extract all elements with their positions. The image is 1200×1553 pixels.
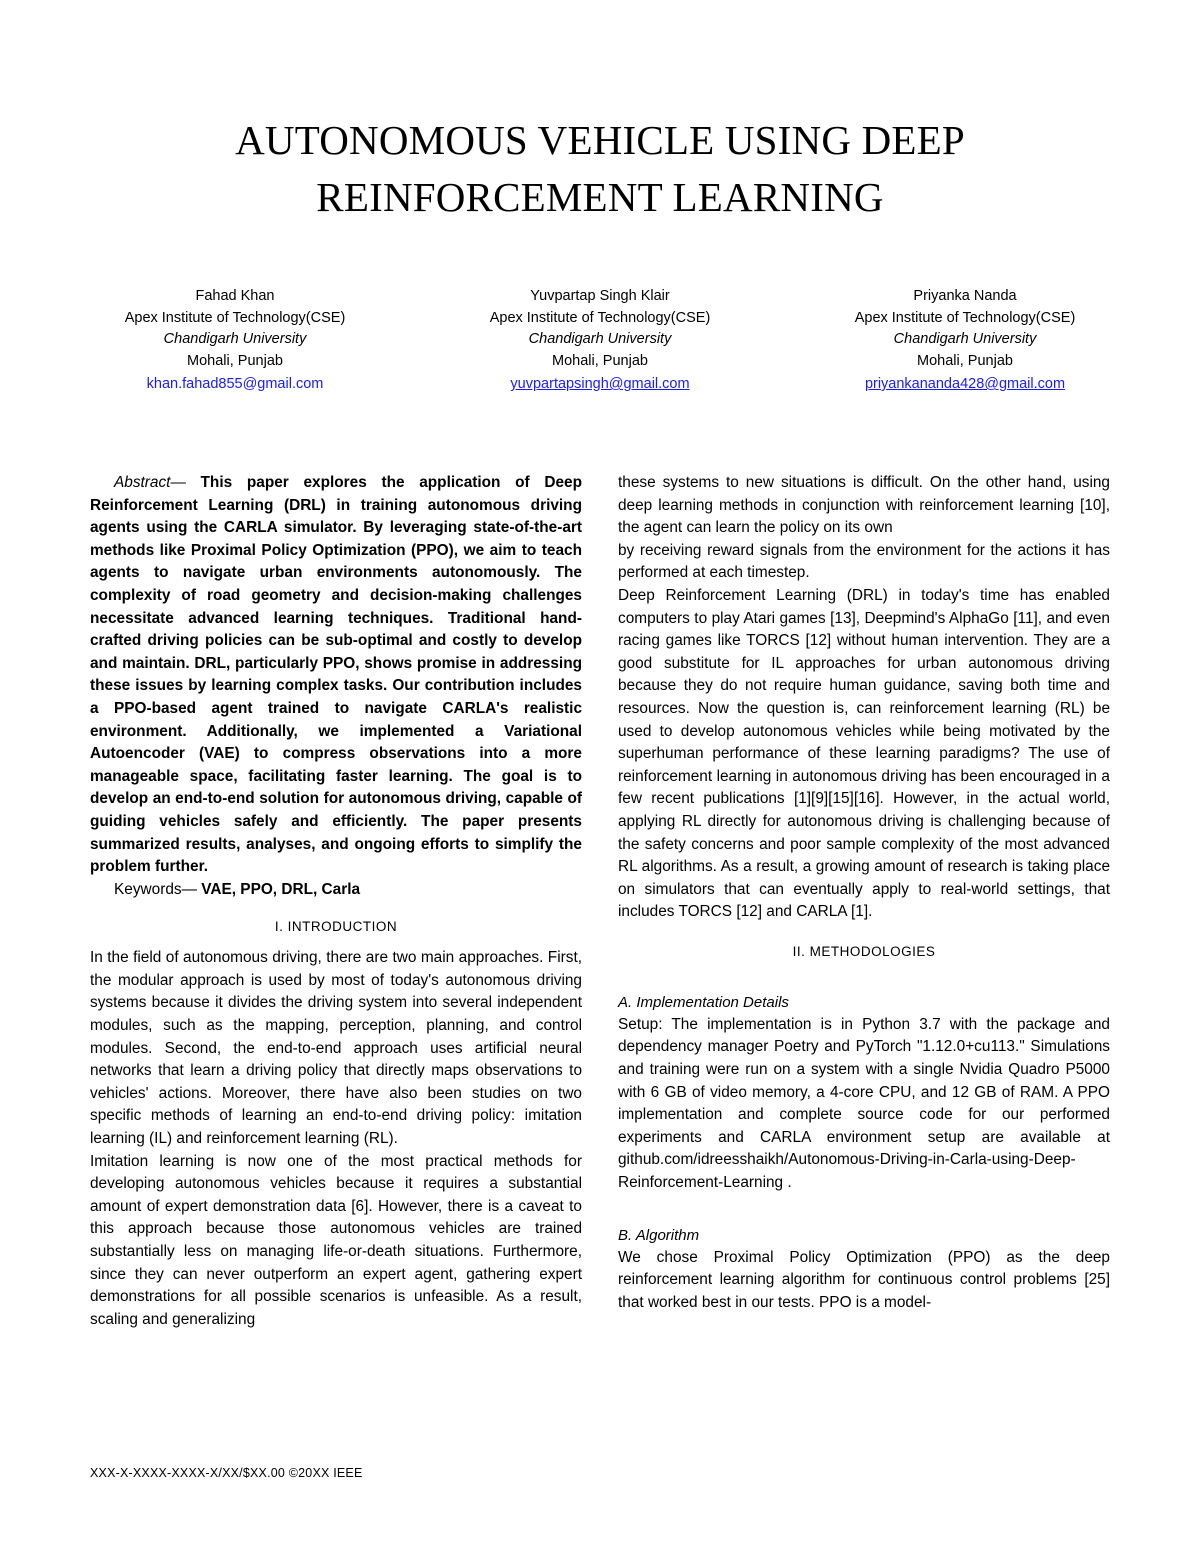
author-email[interactable]: priyankananda428@gmail.com: [864, 376, 1066, 392]
body-paragraph: by receiving reward signals from the environment for the actions it has performed at each timestep.: [618, 541, 1110, 582]
abstract: [90, 472, 582, 879]
author-institute: Apex Institute of Technology(CSE): [854, 309, 1076, 326]
subsection-heading-implementation: A. Implementation Details: [618, 993, 789, 1011]
author-location: Mohali, Punjab: [552, 352, 648, 369]
intro-paragraph: Imitation learning is now one of the most practical methods for developing autonomous vehicles because it requires a substantial amount of expert demonstration data [6]. However, there is a caveat to this approach because those autonomous vehicles are trained substantially less on managing life-or-death situations. Furthermore, since they can never outperform an expert agent, gathering expert demonstrations for all possible scenarios is unfeasible. As a result, scaling and generalizing: [90, 1152, 582, 1328]
author-name: Priyanka Nanda: [913, 288, 1017, 304]
section-heading-methodologies: II. METHODOLOGIES: [792, 943, 936, 959]
abstract-lead: Abstract—: [114, 474, 186, 491]
copyright-footer: XXX-X-XXXX-XXXX-X/XX/$XX.00 ©20XX IEEE: [90, 1466, 363, 1480]
author-location: Mohali, Punjab: [917, 352, 1013, 369]
keywords: [90, 879, 582, 902]
right-column: [618, 472, 1110, 1314]
left-column: [90, 472, 582, 1331]
algorithm-paragraph: We chose Proximal Policy Optimization (PPO) as the deep reinforcement learning algorithm for continuous control problems [25] that worked best in our tests. PPO is a model-: [618, 1248, 1110, 1311]
intro-paragraph: In the field of autonomous driving, there are two main approaches. First, the modular approach is used by most of today's autonomous driving systems because it divides the driving system into several independent modules, such as the mapping, perception, planning, and control modules. Second, the end-to-end approach uses artificial neural networks that learn a driving policy that directly maps observations to vehicles' actions. Moreover, there have also been studies on two specific methods of learning an end-to-end driving policy: imitation learning (IL) and reinforcement learning (RL).: [90, 949, 582, 1148]
author-university: Chandigarh University: [163, 331, 307, 347]
keywords-lead: Keywords—: [114, 880, 197, 898]
author-email[interactable]: yuvpartapsingh@gmail.com: [510, 376, 690, 392]
author-name: Yuvpartap Singh Klair: [530, 288, 670, 304]
section-heading-introduction: I. INTRODUCTION: [274, 919, 398, 935]
author-institute: Apex Institute of Technology(CSE): [489, 309, 711, 326]
author-block-3: [795, 286, 1135, 396]
keywords-text: VAE, PPO, DRL, Carla: [196, 880, 361, 898]
paper-title: AUTONOMOUS VEHICLE USING DEEP REINFORCEMENT LEARNING: [235, 117, 965, 220]
body-paragraph: Deep Reinforcement Learning (DRL) in today's time has enabled computers to play Atari games [13], Deepmind's AlphaGo [11], and even racing games like TORCS [12] without human intervention. They are a good substitute for IL approaches for urban autonomous driving because they do not require human guidance, saving both time and resources. Now the question is, can reinforcement learning (RL) be used to develop autonomous vehicles while being motivated by the superhuman performance of these learning paradigms? The use of reinforcement learning in autonomous driving has been encouraged in a few recent publications [1][9][15][16]. However, in the actual world, applying RL directly for autonomous driving is challenging because of the safety concerns and poor sample complexity of the most advanced RL algorithms. As a result, a growing amount of research is taking place on simulators that can eventually apply to real-world settings, that includes TORCS [12] and CARLA [1].: [618, 586, 1110, 921]
body-paragraph: these systems to new situations is difficult. On the other hand, using deep learning methods in conjunction with reinforcement learning [10], the agent can learn the policy on its own: [618, 474, 1110, 537]
abstract-text: This paper explores the application of Deep Reinforcement Learning (DRL) in training autonomous driving agents using the CARLA simulator. By leveraging state-of-the-art methods like Proximal Policy Optimization (PPO), we aim to teach agents to navigate urban environments autonomously. The complexity of road geometry and decision-making challenges necessitate advanced learning techniques. Traditional hand-crafted driving policies can be sub-optimal and costly to develop and maintain. DRL, particularly PPO, shows promise in addressing these issues by learning complex tasks. Our contribution includes a PPO-based agent trained to navigate CARLA's realistic environment. Additionally, we implemented a Variational Autoencoder (VAE) to compress observations into a more manageable space, facilitating faster learning. The goal is to develop an end-to-end solution for autonomous driving, capable of guiding vehicles safely and efficiently. The paper presents summarized results, analyses, and ongoing efforts to simplify the problem further.: [90, 474, 582, 876]
author-university: Chandigarh University: [893, 331, 1037, 347]
author-block-1: [65, 286, 405, 396]
author-email[interactable]: khan.fahad855@gmail.com: [146, 376, 324, 392]
author-block-2: [430, 286, 770, 396]
author-university: Chandigarh University: [528, 331, 672, 347]
author-name: Fahad Khan: [195, 288, 275, 304]
author-location: Mohali, Punjab: [187, 352, 283, 369]
author-institute: Apex Institute of Technology(CSE): [124, 309, 346, 326]
implementation-paragraph: Setup: The implementation is in Python 3.7 with the package and dependency manager Poetry and PyTorch "1.12.0+cu113." Simulations and training were run on a system with a single Nvidia Quadro P5000 with 6 GB of video memory, a 4-core CPU, and 12 GB of RAM. A PPO implementation and complete source code for our performed experiments and CARLA environment setup are available at github.com/idreesshaikh/Autonomous-Driving-in-Carla-using-Deep-Reinforcement-Learning .: [618, 1015, 1110, 1192]
subsection-heading-algorithm: B. Algorithm: [618, 1226, 700, 1244]
